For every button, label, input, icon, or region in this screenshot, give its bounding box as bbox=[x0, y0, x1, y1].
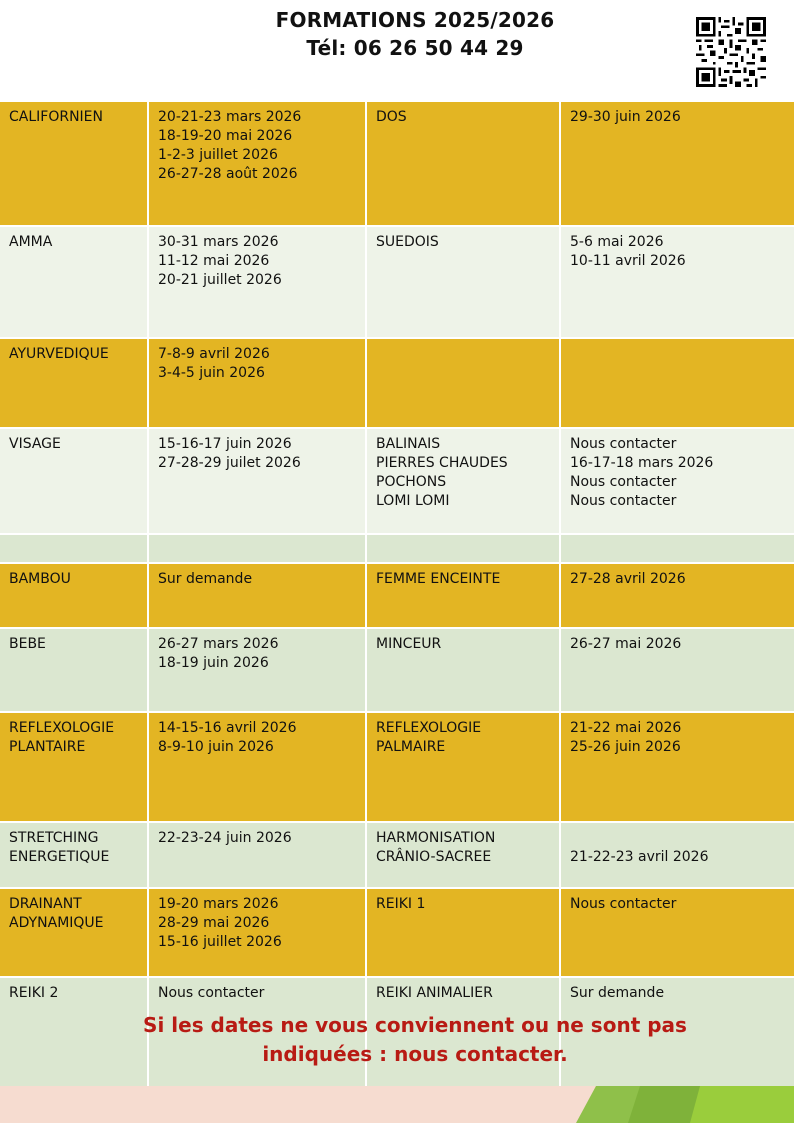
page-title: FORMATIONS 2025/2026 bbox=[275, 8, 555, 32]
course-name: MINCEUR bbox=[376, 636, 442, 652]
course-name: ADYNAMIQUE bbox=[9, 915, 104, 931]
course-name: REFLEXOLOGIE bbox=[376, 720, 482, 736]
course-name: BALINAIS bbox=[376, 436, 441, 452]
course-name-cell bbox=[366, 102, 560, 226]
course-name: POCHONS bbox=[376, 474, 447, 490]
course-date: 8-9-10 juin 2026 bbox=[158, 739, 274, 755]
course-date: 21-22-23 avril 2026 bbox=[570, 849, 709, 865]
course-date: 27-28 avril 2026 bbox=[570, 571, 686, 587]
course-date: 29-30 juin 2026 bbox=[570, 109, 681, 125]
course-date: 26-27-28 août 2026 bbox=[158, 166, 298, 182]
course-date bbox=[570, 829, 785, 848]
schedule-table bbox=[0, 102, 794, 1088]
course-name: AMMA bbox=[9, 234, 53, 250]
course-name: STRETCHING bbox=[9, 830, 99, 846]
course-name-cell bbox=[0, 888, 148, 977]
course-dates-cell bbox=[148, 428, 366, 534]
course-dates-cell bbox=[148, 102, 366, 226]
table-row bbox=[0, 712, 794, 822]
course-name-cell bbox=[0, 338, 148, 428]
course-dates-cell bbox=[148, 338, 366, 428]
course-name: REIKI ANIMALIER bbox=[376, 985, 493, 1001]
course-date: 26-27 mars 2026 bbox=[158, 636, 279, 652]
course-name-cell bbox=[0, 628, 148, 712]
course-name: CALIFORNIEN bbox=[9, 109, 104, 125]
course-name-cell bbox=[0, 563, 148, 628]
course-date: 20-21-23 mars 2026 bbox=[158, 109, 302, 125]
course-name-cell bbox=[0, 534, 148, 563]
course-name-cell bbox=[0, 428, 148, 534]
course-date: 10-11 avril 2026 bbox=[570, 253, 686, 269]
course-dates-cell bbox=[560, 822, 794, 888]
course-name: BAMBOU bbox=[9, 571, 71, 587]
course-date: 18-19 juin 2026 bbox=[158, 655, 269, 671]
course-dates-cell bbox=[148, 563, 366, 628]
course-name: LOMI LOMI bbox=[376, 493, 450, 509]
course-date: 21-22 mai 2026 bbox=[570, 720, 682, 736]
course-name-cell bbox=[366, 428, 560, 534]
course-name: REIKI 1 bbox=[376, 896, 426, 912]
table-row bbox=[0, 888, 794, 977]
course-date: 14-15-16 avril 2026 bbox=[158, 720, 297, 736]
course-date: 18-19-20 mai 2026 bbox=[158, 128, 293, 144]
course-name: PIERRES CHAUDES bbox=[376, 455, 508, 471]
course-date: 15-16 juillet 2026 bbox=[158, 934, 282, 950]
course-date: Nous contacter bbox=[570, 474, 677, 490]
course-date: 28-29 mai 2026 bbox=[158, 915, 270, 931]
table-row bbox=[0, 822, 794, 888]
course-date: 1-2-3 juillet 2026 bbox=[158, 147, 278, 163]
course-name-cell bbox=[0, 226, 148, 338]
course-dates-cell bbox=[148, 534, 366, 563]
course-dates-cell bbox=[148, 712, 366, 822]
course-date: 16-17-18 mars 2026 bbox=[570, 455, 714, 471]
course-date: 26-27 mai 2026 bbox=[570, 636, 682, 652]
table-row bbox=[0, 428, 794, 534]
course-name: DOS bbox=[376, 109, 407, 125]
course-date: 7-8-9 avril 2026 bbox=[158, 346, 270, 362]
course-dates-cell bbox=[560, 888, 794, 977]
course-name: DRAINANT bbox=[9, 896, 82, 912]
course-name: PALMAIRE bbox=[376, 739, 446, 755]
course-name: CRÂNIO-SACREE bbox=[376, 849, 492, 865]
course-name: SUEDOIS bbox=[376, 234, 439, 250]
course-name: VISAGE bbox=[9, 436, 61, 452]
course-name-cell bbox=[366, 712, 560, 822]
course-name-cell bbox=[366, 563, 560, 628]
course-name-cell bbox=[0, 822, 148, 888]
course-name-cell bbox=[366, 628, 560, 712]
course-name-cell bbox=[366, 534, 560, 563]
course-name: HARMONISATION bbox=[376, 830, 496, 846]
course-name: PLANTAIRE bbox=[9, 739, 86, 755]
course-date: 22-23-24 juin 2026 bbox=[158, 830, 292, 846]
course-dates-cell bbox=[560, 534, 794, 563]
course-date: Sur demande bbox=[570, 985, 665, 1001]
course-date: Nous contacter bbox=[570, 436, 677, 452]
course-dates-cell bbox=[560, 628, 794, 712]
course-name: ENERGETIQUE bbox=[9, 849, 110, 865]
course-name: FEMME ENCEINTE bbox=[376, 571, 501, 587]
contact-note-line-2: indiquées : nous contacter. bbox=[262, 1042, 568, 1066]
course-dates-cell bbox=[148, 628, 366, 712]
footer-decoration bbox=[0, 1086, 794, 1123]
contact-note-line-1: Si les dates ne vous conviennent ou ne sont pas bbox=[143, 1013, 687, 1037]
course-date: 11-12 mai 2026 bbox=[158, 253, 270, 269]
table-row bbox=[0, 563, 794, 628]
course-date: 19-20 mars 2026 bbox=[158, 896, 279, 912]
course-date: 25-26 juin 2026 bbox=[570, 739, 681, 755]
course-dates-cell bbox=[148, 822, 366, 888]
course-dates-cell bbox=[560, 102, 794, 226]
course-name-cell bbox=[366, 338, 560, 428]
course-name-cell bbox=[366, 226, 560, 338]
course-name-cell bbox=[0, 712, 148, 822]
course-date: Nous contacter bbox=[570, 896, 677, 912]
course-name: REFLEXOLOGIE bbox=[9, 720, 115, 736]
course-dates-cell bbox=[560, 563, 794, 628]
course-date: Nous contacter bbox=[570, 493, 677, 509]
course-dates-cell bbox=[148, 888, 366, 977]
course-dates-cell bbox=[560, 712, 794, 822]
course-name-cell bbox=[0, 102, 148, 226]
table-row bbox=[0, 102, 794, 226]
course-name-cell bbox=[366, 888, 560, 977]
course-date: 5-6 mai 2026 bbox=[570, 234, 664, 250]
page-header bbox=[0, 0, 794, 102]
course-name: REIKI 2 bbox=[9, 985, 59, 1001]
table-row bbox=[0, 226, 794, 338]
table-row bbox=[0, 338, 794, 428]
course-date: 3-4-5 juin 2026 bbox=[158, 365, 265, 381]
course-date: 27-28-29 juilet 2026 bbox=[158, 455, 301, 471]
course-date: 20-21 juillet 2026 bbox=[158, 272, 282, 288]
course-date: Sur demande bbox=[158, 571, 253, 587]
qr-code-icon bbox=[696, 17, 766, 87]
phone-number: Tél: 06 26 50 44 29 bbox=[306, 36, 524, 60]
course-name: AYURVEDIQUE bbox=[9, 346, 109, 362]
course-date: 30-31 mars 2026 bbox=[158, 234, 279, 250]
course-dates-cell bbox=[560, 226, 794, 338]
course-dates-cell bbox=[560, 338, 794, 428]
course-date: Nous contacter bbox=[158, 985, 265, 1001]
table-row bbox=[0, 628, 794, 712]
course-name-cell bbox=[366, 822, 560, 888]
course-date: 15-16-17 juin 2026 bbox=[158, 436, 292, 452]
table-row bbox=[0, 534, 794, 563]
course-dates-cell bbox=[560, 428, 794, 534]
course-name: BEBE bbox=[9, 636, 46, 652]
course-dates-cell bbox=[148, 226, 366, 338]
